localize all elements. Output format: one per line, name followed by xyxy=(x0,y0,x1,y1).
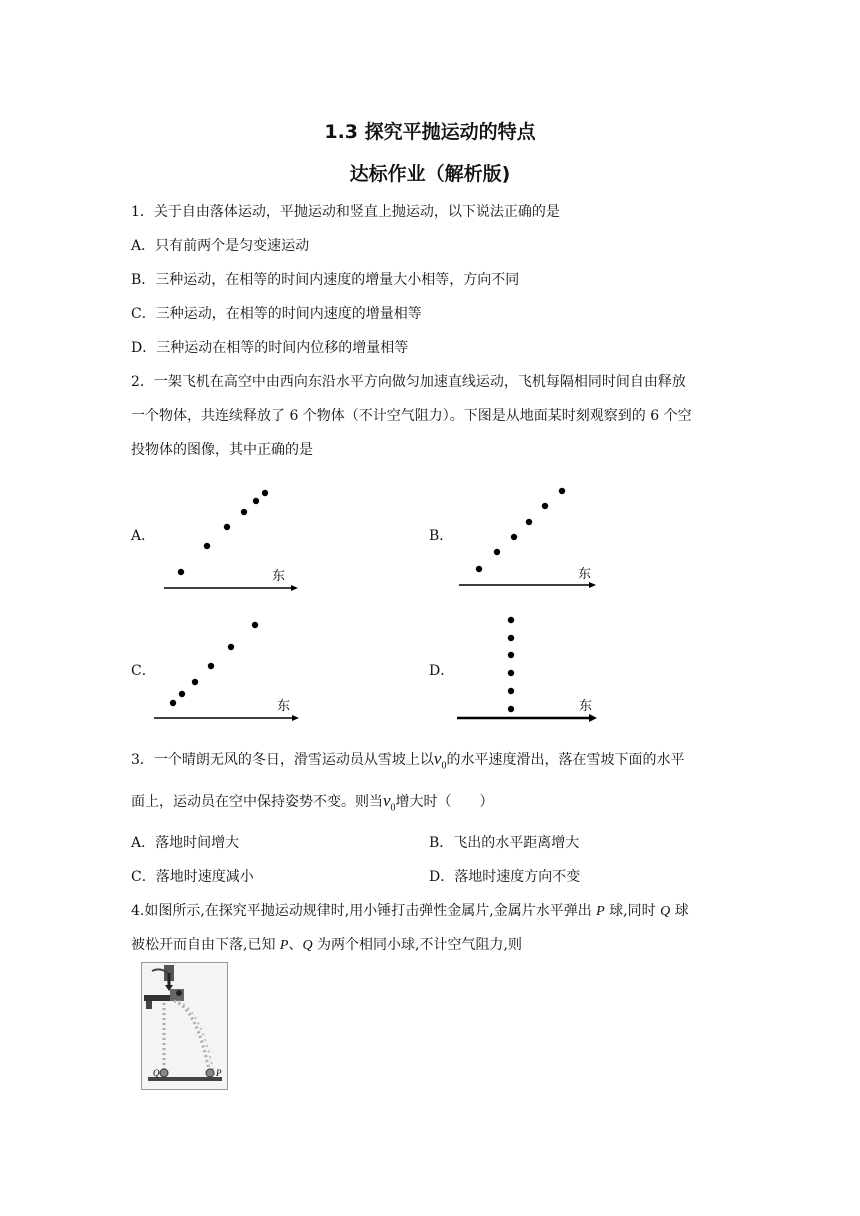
dot xyxy=(508,706,514,712)
q1-stem: 1．关于自由落体运动，平抛运动和竖直上抛运动，以下说法正确的是 xyxy=(131,204,560,220)
dot xyxy=(476,566,482,572)
q2-figure-d xyxy=(455,610,605,724)
metal-plate xyxy=(144,995,174,1001)
dot xyxy=(192,679,198,685)
east-label: 东 xyxy=(579,698,593,713)
q1-option-d: D．三种运动在相等的时间内位移的增量相等 xyxy=(131,340,409,356)
ball-p-symbol: P xyxy=(279,938,289,953)
dot xyxy=(170,700,176,706)
dot xyxy=(179,691,185,697)
q2-figure-a xyxy=(160,480,305,595)
q3-stem-line1 xyxy=(131,749,684,776)
dot xyxy=(542,503,548,509)
v-letter: v xyxy=(383,791,391,810)
dot xyxy=(241,509,247,515)
east-label: 东 xyxy=(272,568,286,583)
dot xyxy=(526,519,532,525)
v0-symbol xyxy=(433,749,447,772)
q4-stem-line2 xyxy=(131,935,522,956)
q3-option-a: A．落地时间增大 xyxy=(131,835,240,851)
doc-title: 1.3 探究平抛运动的特点 xyxy=(324,121,536,143)
q2-stem-line1: 2．一架飞机在高空中由西向东沿水平方向做匀加速直线运动，飞机每隔相同时间自由释放 xyxy=(131,374,686,390)
dot xyxy=(224,524,230,530)
ball-q-symbol: Q xyxy=(302,938,313,953)
label-p: P xyxy=(216,1068,222,1078)
q3-stem-line2 xyxy=(131,791,494,818)
axis-arrow xyxy=(291,585,298,591)
dot xyxy=(508,617,514,623)
q2-label-a: A． xyxy=(131,528,156,544)
q4-text: 球 xyxy=(670,903,689,919)
q2-label-b: B． xyxy=(429,528,454,544)
dot xyxy=(508,635,514,641)
dot xyxy=(508,670,514,676)
dot xyxy=(253,498,259,504)
dot xyxy=(494,549,500,555)
v0-symbol xyxy=(383,791,396,814)
dot xyxy=(511,534,517,540)
axis-arrow xyxy=(292,715,299,721)
ball-p xyxy=(206,1069,214,1077)
axis-arrow xyxy=(589,582,596,588)
q4-text: 被松开而自由下落,已知 xyxy=(131,937,280,953)
q3-stem2-pre: 面上，运动员在空中保持姿势不变。则当 xyxy=(131,794,383,810)
q3-option-d: D．落地时速度方向不变 xyxy=(429,869,581,885)
v-subscript: 0 xyxy=(390,802,396,814)
q3-option-c: C．落地时速度减小 xyxy=(131,869,254,885)
q2-label-d: D． xyxy=(429,663,455,679)
east-label: 东 xyxy=(578,566,592,581)
q2-stem-line3: 投物体的图像，其中正确的是 xyxy=(131,442,313,458)
q1-option-c: C．三种运动，在相等的时间内速度的增量相等 xyxy=(131,306,422,322)
dot xyxy=(204,543,210,549)
q1-option-a: A．只有前两个是匀变速运动 xyxy=(131,238,310,254)
dot xyxy=(228,644,234,650)
q3-stem1-pre: 3．一个晴朗无风的冬日，滑雪运动员从雪坡上以 xyxy=(131,752,434,768)
east-label: 东 xyxy=(277,698,291,713)
q2-figure-c xyxy=(150,612,305,724)
dot xyxy=(178,569,184,575)
apparatus-drawing xyxy=(142,963,227,1089)
q4-text: 为两个相同小球,不计空气阻力,则 xyxy=(312,937,522,953)
q1-option-b: B．三种运动，在相等的时间内速度的增量大小相等，方向不同 xyxy=(131,272,520,288)
dot xyxy=(262,490,268,496)
q3-stem2-post: 增大时（ ） xyxy=(395,794,494,810)
q2-stem-line2: 一个物体，共连续释放了 6 个物体（不计空气阻力）。下图是从地面某时刻观察到的 6 个空 xyxy=(131,408,692,424)
q4-stem-line1 xyxy=(131,901,689,922)
ball-q xyxy=(160,1069,168,1077)
apparatus-photo xyxy=(141,962,228,1090)
doc-subtitle: 达标作业（解析版) xyxy=(349,163,511,185)
q2-figure-b xyxy=(455,480,605,595)
q4-text: 、 xyxy=(288,937,303,953)
dot xyxy=(252,622,258,628)
ball-p-symbol: P xyxy=(596,904,605,919)
v-letter: v xyxy=(433,749,442,768)
q4-text: 球,同时 xyxy=(604,903,661,919)
dot xyxy=(559,488,565,494)
dot xyxy=(208,663,214,669)
q3-stem1-post: 的水平速度滑出，落在雪坡下面的水平 xyxy=(446,752,685,768)
dot xyxy=(508,688,514,694)
ball-q-symbol: Q xyxy=(660,904,671,919)
label-q: Q xyxy=(153,1068,160,1078)
q2-label-c: C． xyxy=(131,663,156,679)
v-subscript: 0 xyxy=(441,760,447,772)
q4-text: 4.如图所示,在探究平抛运动规律时,用小锤打击弹性金属片,金属片水平弹出 xyxy=(131,903,597,919)
q3-option-b: B．飞出的水平距离增大 xyxy=(429,835,580,851)
dot xyxy=(508,652,514,658)
axis-arrow xyxy=(589,714,597,722)
